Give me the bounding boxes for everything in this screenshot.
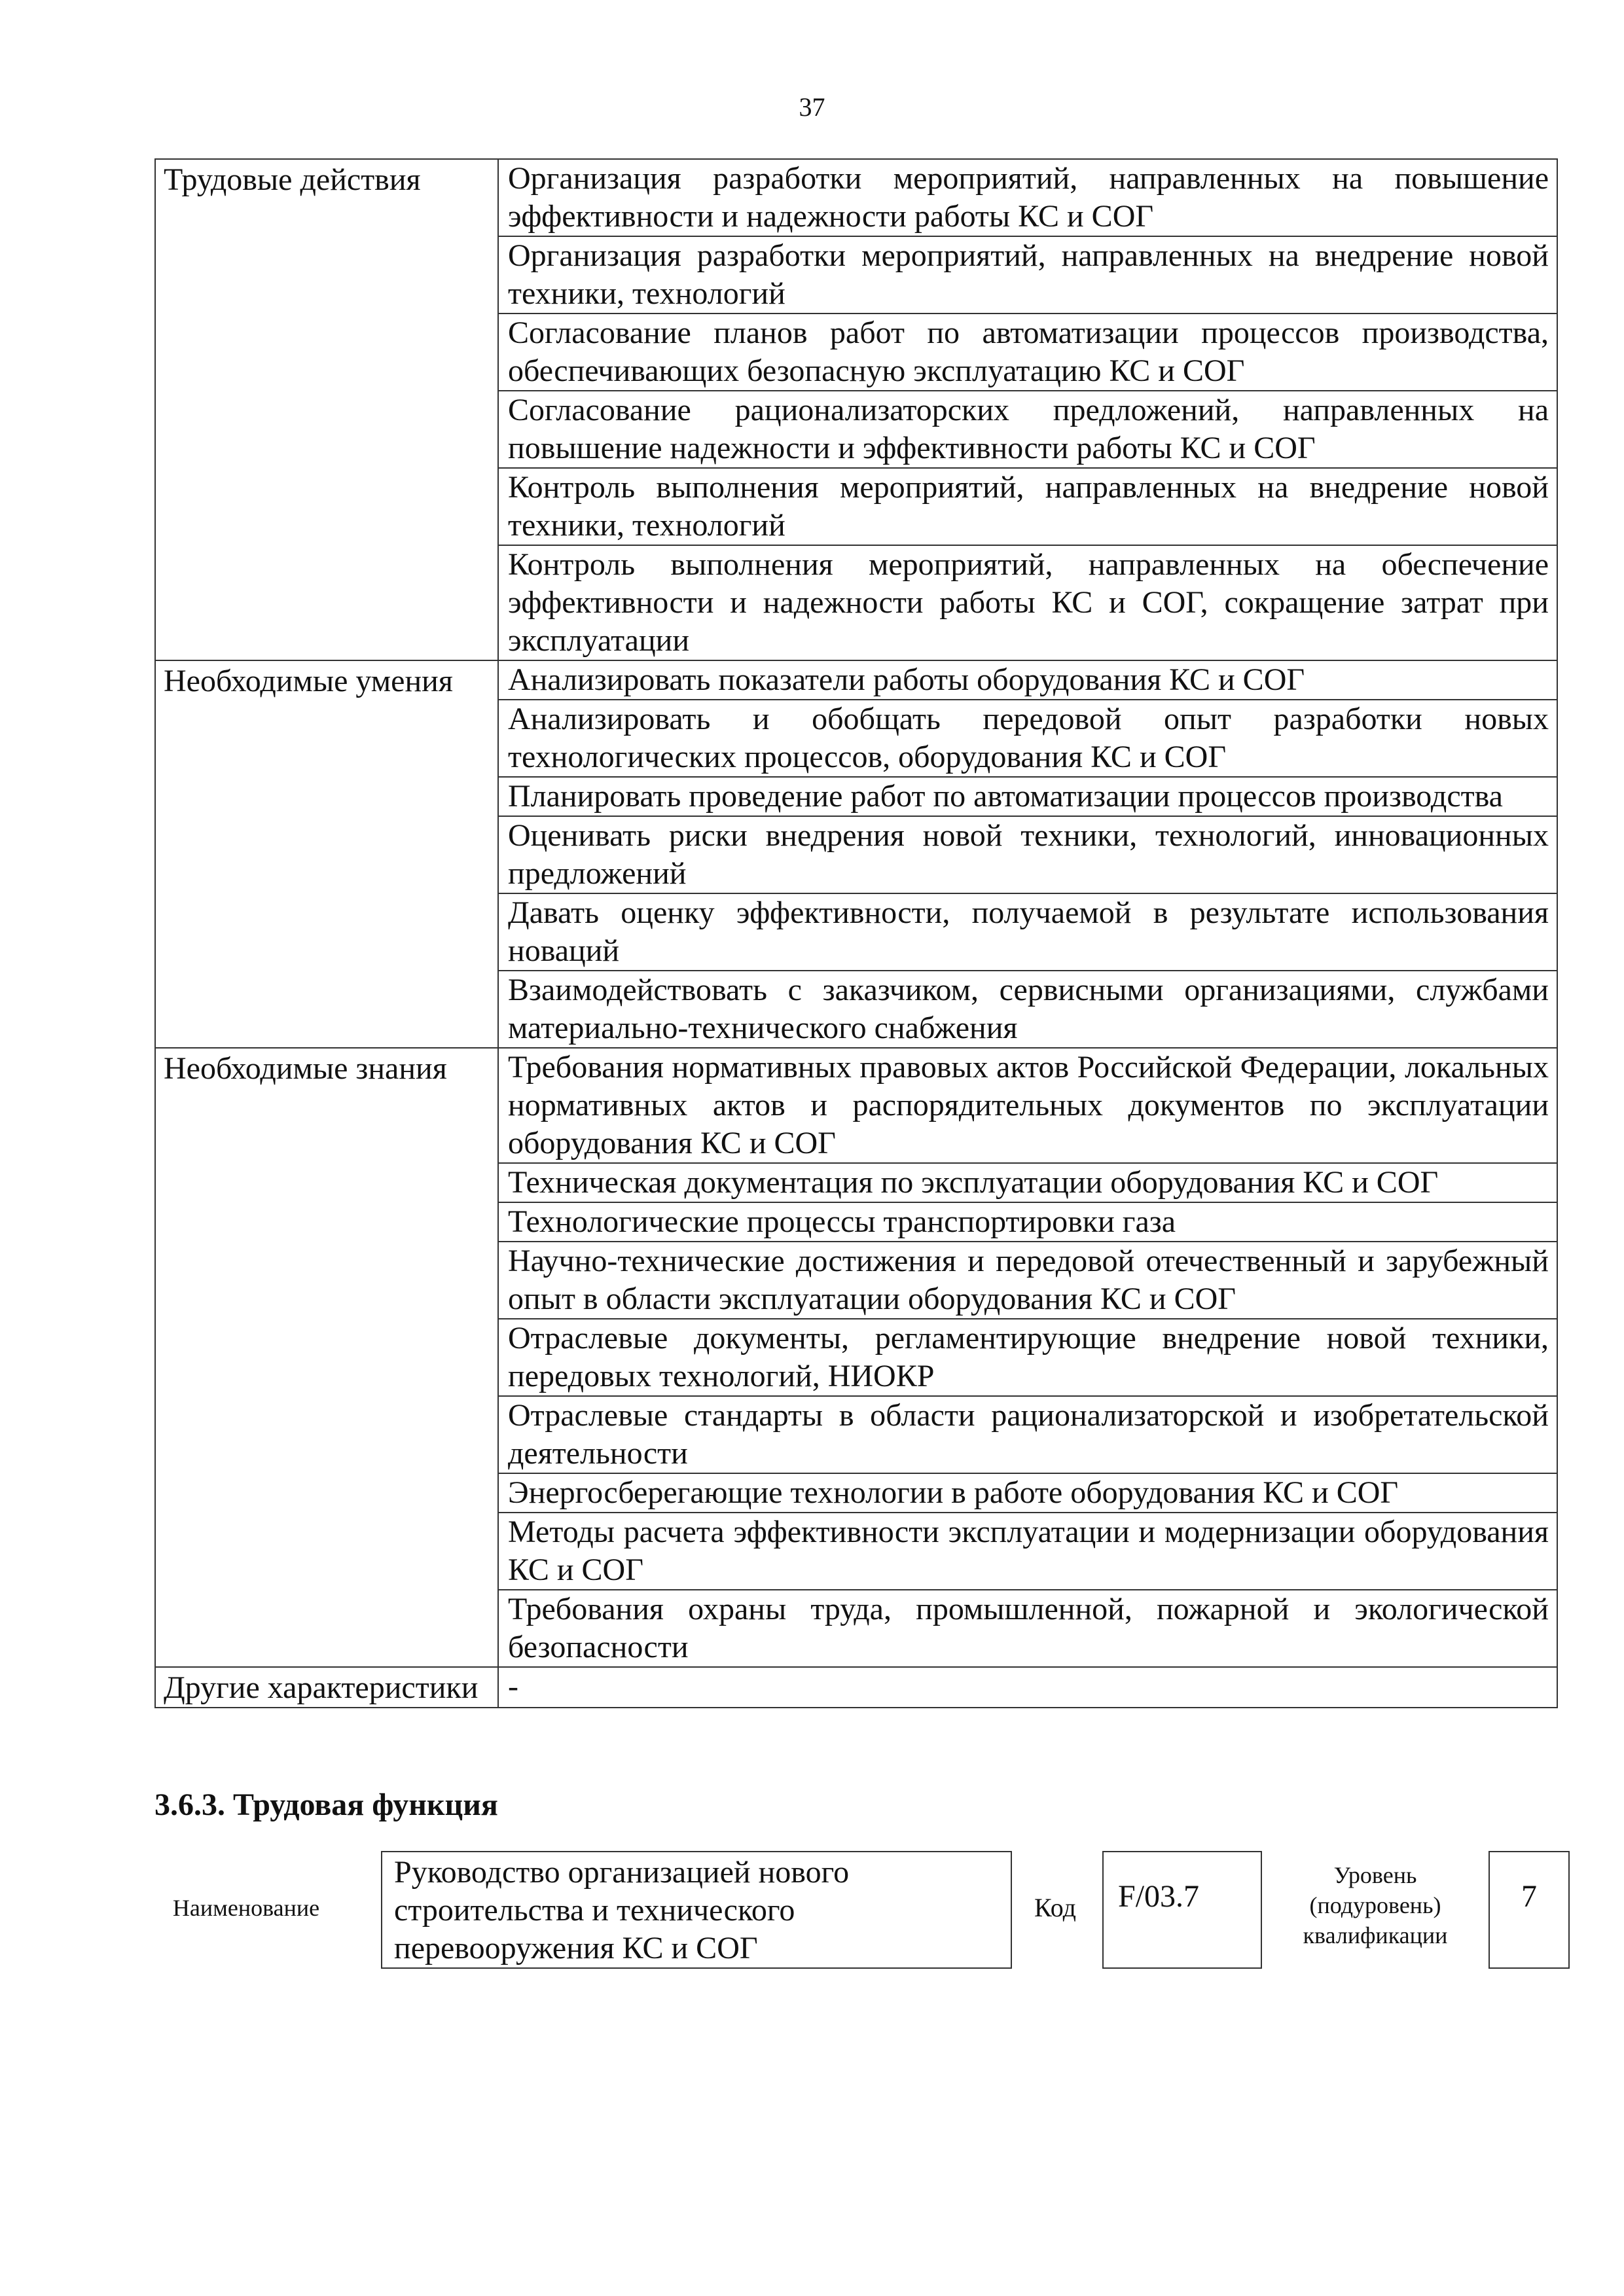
section-item: Методы расчета эффективности эксплуатации и модернизации оборудования КС и СОГ	[498, 1513, 1557, 1590]
section-item: Организация разработки мероприятий, направленных на внедрение новой техники, технологий	[498, 236, 1557, 314]
section-item: Давать оценку эффективности, получаемой в результате использования новаций	[498, 893, 1557, 971]
function-code-box: F/03.7	[1102, 1851, 1262, 1969]
section-item: Научно-технические достижения и передовой отечественный и зарубежный опыт в области эксплуатации оборудования КС и СОГ	[498, 1242, 1557, 1319]
page-number: 37	[799, 92, 825, 122]
section-item: -	[498, 1667, 1557, 1708]
section-item: Отраслевые документы, регламентирующие внедрение новой техники, передовых технологий, НИОКР	[498, 1319, 1557, 1396]
section-item: Согласование рационализаторских предложений, направленных на повышение надежности и эффективности работы КС и СОГ	[498, 391, 1557, 468]
table-row	[155, 159, 1557, 236]
section-label: Другие характеристики	[155, 1667, 498, 1708]
function-name-box: Руководство организацией нового строительства и технического перевооружения КС и СОГ	[381, 1851, 1012, 1969]
section-item: Требования нормативных правовых актов Российской Федерации, локальных нормативных актов и распорядительных документов по эксплуатации оборудования КС и СОГ	[498, 1048, 1557, 1163]
labor-function-table	[154, 158, 1558, 1708]
section-item: Техническая документация по эксплуатации оборудования КС и СОГ	[498, 1163, 1557, 1202]
section-item: Требования охраны труда, промышленной, пожарной и экологической безопасности	[498, 1590, 1557, 1667]
section-item: Оценивать риски внедрения новой техники, технологий, инновационных предложений	[498, 816, 1557, 893]
section-label: Необходимые знания	[155, 1048, 498, 1667]
table-body	[155, 159, 1557, 1708]
section-item: Отраслевые стандарты в области рационализаторской и изобретательской деятельности	[498, 1396, 1557, 1473]
name-label: Наименование	[172, 1895, 320, 1921]
level-label: Уровень (подуровень) квалификации	[1303, 1862, 1448, 1948]
section-item: Контроль выполнения мероприятий, направленных на внедрение новой техники, технологий	[498, 468, 1557, 545]
section-item: Технологические процессы транспортировки газа	[498, 1202, 1557, 1242]
section-label: Трудовые действия	[155, 159, 498, 660]
section-item: Контроль выполнения мероприятий, направленных на обеспечение эффективности и надежности работы КС и СОГ, сокращение затрат при эксплуатации	[498, 545, 1557, 660]
section-item: Организация разработки мероприятий, направленных на повышение эффективности и надежности работы КС и СОГ	[498, 159, 1557, 236]
section-item: Анализировать показатели работы оборудования КС и СОГ	[498, 660, 1557, 700]
table-row	[155, 1048, 1557, 1163]
section-title: 3.6.3. Трудовая функция	[154, 1787, 498, 1822]
section-item: Планировать проведение работ по автоматизации процессов производства	[498, 777, 1557, 816]
section-item: Энергосберегающие технологии в работе оборудования КС и СОГ	[498, 1473, 1557, 1513]
table-row	[155, 660, 1557, 700]
section-item: Взаимодействовать с заказчиком, сервисными организациями, службами материально-технического снабжения	[498, 971, 1557, 1048]
section-item: Согласование планов работ по автоматизации процессов производства, обеспечивающих безопасную эксплуатацию КС и СОГ	[498, 314, 1557, 391]
function-level-box: 7	[1489, 1851, 1570, 1969]
code-label: Код	[1034, 1893, 1076, 1922]
function-header-row	[154, 1851, 1558, 1975]
table-row	[155, 1667, 1557, 1708]
section-label: Необходимые умения	[155, 660, 498, 1048]
section-item: Анализировать и обобщать передовой опыт разработки новых технологических процессов, оборудования КС и СОГ	[498, 700, 1557, 777]
